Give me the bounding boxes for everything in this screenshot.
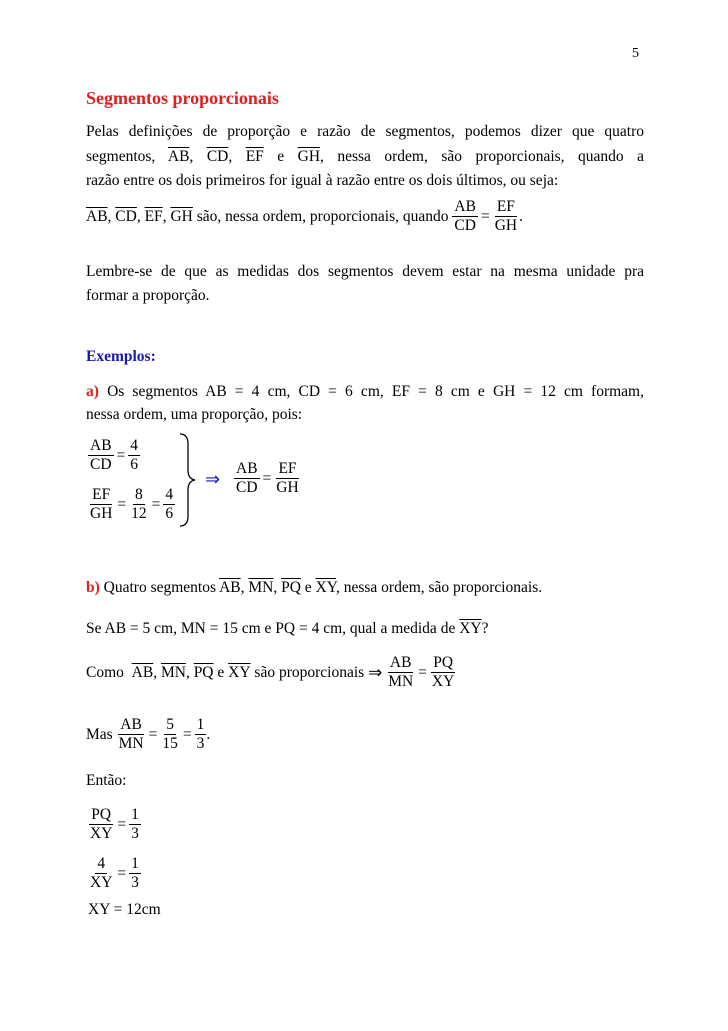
intro-line-3: razão entre os dois primeiros for igual à razão entre os dois últimos, ou seja: [86, 172, 559, 189]
segment-ef: $\overline{EF}$ [245, 148, 264, 165]
example-b-como-line: Como $\overline{AB}$ , $\overline{MN}$ , $\overline{PQ}$ e $\overline{XY}$ são proporcionais ⇒ $\frac{AB}{MN}$ = $\frac{PQ}{XY}$ [86, 654, 455, 690]
example-b-result: XY = 12cm [88, 901, 161, 918]
implies-arrow-icon: ⇒ [368, 662, 383, 683]
example-a-label: a) [86, 383, 99, 400]
example-b-step-2: $\frac{4}{XY}$ = $\frac{1}{3}$ [90, 855, 139, 891]
definition-line: $\overline{AB}$ , $\overline{CD}$ , $\overline{EF}$ , $\overline{GH}$ são, nessa ordem, proporcionais, quando $\frac{AB}{CD}$ = $\frac{EF}{GH}$ . [86, 198, 523, 234]
segment-cd: $\overline{CD}$ [206, 148, 229, 165]
definition-fraction-2: $\frac{EF}{GH}$ [494, 198, 518, 234]
intro-line-2: segmentos, $\overline{AB}$, $\overline{CD}$, $\overline{EF}$ e $\overline{GH}$, nessa ordem, são proporcionais, quando a [86, 148, 644, 165]
example-a-line-1: a) Os segmentos AB = 4 cm, CD = 6 cm, EF = 8 cm e GH = 12 cm formam, [86, 383, 644, 400]
note-line-1: Lembre-se de que as medidas dos segmentos devem estar na mesma unidade pra [86, 263, 644, 280]
segment-ab: $\overline{AB}$ [167, 148, 190, 165]
intro-line-1: Pelas definições de proporção e razão de segmentos, podemos dizer que quatro [86, 123, 644, 140]
example-b-step-1: $\frac{PQ}{XY}$ = $\frac{1}{3}$ [90, 806, 139, 842]
examples-heading: Exemplos: [86, 348, 156, 365]
example-b-label: b) [86, 579, 100, 596]
example-a-line-2: nessa ordem, uma proporção, pois: [86, 406, 303, 423]
section-title: Segmentos proporcionais [86, 88, 279, 108]
definition-fraction-1: $\frac{AB}{CD}$ [454, 198, 476, 234]
example-b-line-1: b) Quatro segmentos $\overline{AB}$, $\overline{MN}$, $\overline{PQ}$ e $\overline{XY}$, nessa ordem, são proporcionais. [86, 579, 543, 596]
example-a-eq-1: $\frac{AB}{CD}$ = $\frac{4}{6}$ [90, 437, 139, 473]
implies-arrow-icon: ⇒ [205, 469, 221, 490]
example-a-result: $\frac{AB}{CD}$ = $\frac{EF}{GH}$ [236, 460, 299, 496]
example-b-entao: Então: [86, 772, 127, 789]
example-b-question: Se AB = 5 cm, MN = 15 cm e PQ = 4 cm, qual a medida de $\overline{XY}$? [86, 620, 489, 637]
right-brace-icon [176, 432, 198, 528]
example-a-eq-2: $\frac{EF}{GH}$ = $\frac{8}{12}$ = $\frac{4}{6}$ [90, 486, 174, 522]
page-number: 5 [632, 46, 639, 61]
note-line-2: formar a proporção. [86, 287, 210, 304]
segment-gh: $\overline{GH}$ [297, 148, 321, 165]
example-b-mas-line: Mas $\frac{AB}{MN}$ = $\frac{5}{15}$ = $\frac{1}{3}$ . [86, 716, 211, 752]
